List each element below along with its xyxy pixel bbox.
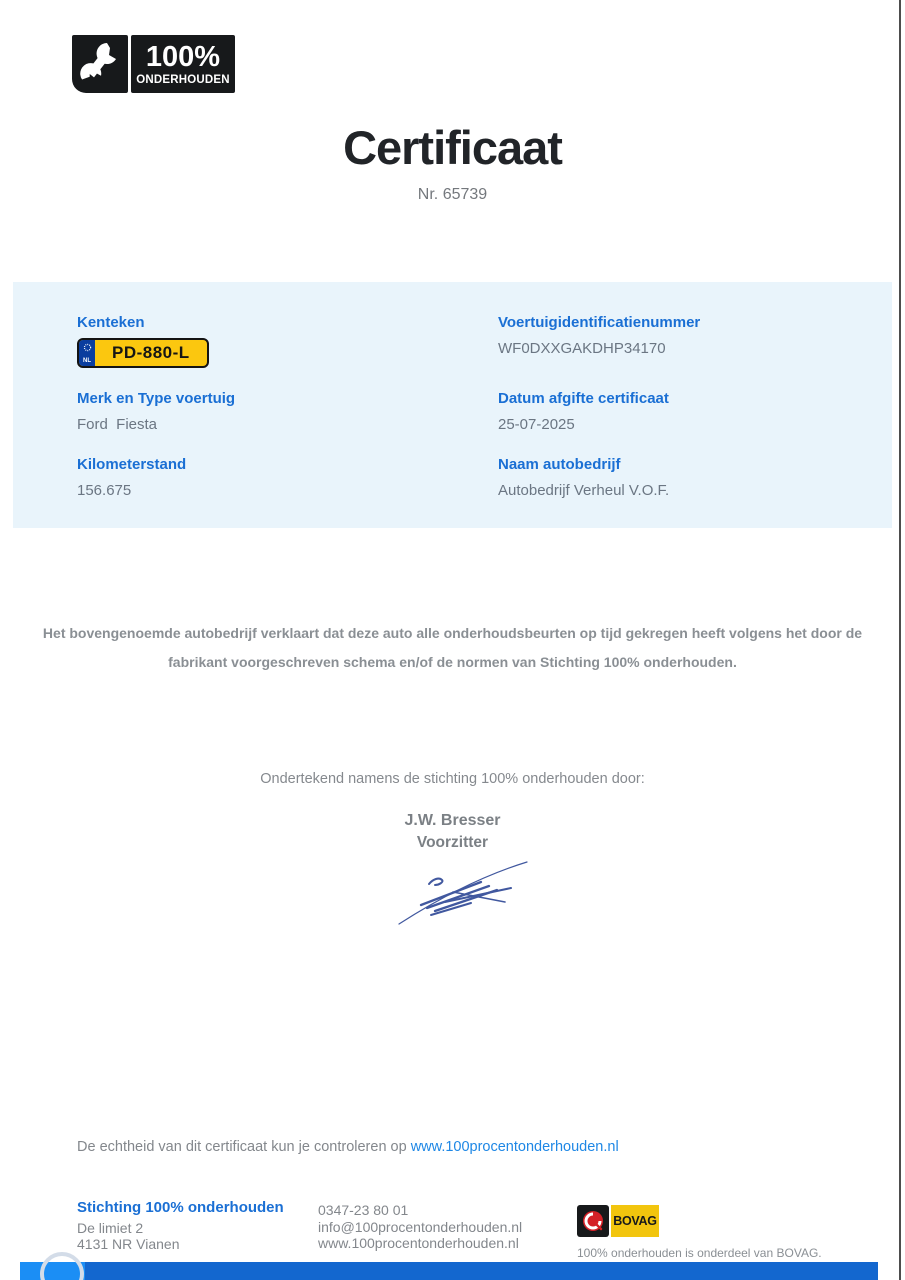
field-vin <box>498 314 700 357</box>
logo-name-text: ONDERHOUDEN <box>136 73 230 86</box>
onderhouden-logo <box>72 35 235 93</box>
footer-address-line1: De limiet 2 <box>77 1219 144 1236</box>
vehicle-info-panel <box>13 282 892 528</box>
signatory-name: J.W. Bresser <box>404 812 501 829</box>
naam-autobedrijf-label: Naam autobedrijf <box>498 456 621 473</box>
field-naam-autobedrijf <box>498 456 669 499</box>
plate-eu-strip <box>79 340 95 366</box>
footer-contact <box>318 1202 522 1252</box>
kenteken-label: Kenteken <box>77 314 145 331</box>
plate-number: PD-880-L <box>112 343 190 362</box>
bottom-bar-dark-segment <box>85 1262 878 1280</box>
signatory-role: Voorzitter <box>416 834 489 851</box>
merk-type-value: Ford Fiesta <box>77 416 158 433</box>
footer-organisation <box>77 1200 284 1253</box>
logo-text-block <box>131 35 235 93</box>
logo-percent-text: 100% <box>145 40 221 73</box>
verification-link[interactable]: www.100procentonderhouden.nl <box>410 1139 619 1155</box>
certificate-number: Nr. 65739 <box>417 186 488 203</box>
verification-text: De echtheid van dit certificaat kun je controleren op <box>77 1139 411 1155</box>
footer-phone: 0347-23 80 01 <box>318 1202 409 1218</box>
chat-widget-ring-icon[interactable] <box>40 1252 84 1280</box>
datum-afgifte-value: 25-07-2025 <box>498 416 575 433</box>
field-merk-type <box>77 390 235 433</box>
bovag-wheel-icon <box>577 1205 609 1237</box>
plate-country-code: NL <box>83 358 91 364</box>
signature-image <box>393 858 533 935</box>
field-datum-afgifte <box>498 390 669 433</box>
footer-org-name: Stichting 100% onderhouden <box>77 1199 284 1216</box>
wrench-icon <box>72 35 128 93</box>
bovag-wordmark: BOVAG <box>611 1205 659 1237</box>
license-plate <box>77 338 209 368</box>
eu-stars-icon <box>83 343 92 352</box>
kilometerstand-label: Kilometerstand <box>77 456 187 473</box>
bovag-logo <box>577 1205 822 1237</box>
declaration-text: Het bovengenoemde autobedrijf verklaart dat deze auto alle onderhoudsbeurten op tijd gekregen heeft volgens het door de fabrikant voorgeschreven schema en/of de normen van Stichting 100% onderhouden. <box>42 625 863 670</box>
verification-line <box>77 1139 619 1155</box>
field-kenteken <box>77 314 209 368</box>
bovag-block <box>577 1205 822 1260</box>
page-title: Certificaat <box>343 121 562 174</box>
footer-address-line2: 4131 NR Vianen <box>77 1236 180 1252</box>
bovag-caption: 100% onderhouden is onderdeel van BOVAG. <box>577 1246 822 1260</box>
footer-email: info@100procentonderhouden.nl <box>318 1218 523 1235</box>
merk-type-label: Merk en Type voertuig <box>77 390 236 407</box>
naam-autobedrijf-value: Autobedrijf Verheul V.O.F. <box>498 482 670 499</box>
footer-website: www.100procentonderhouden.nl <box>318 1235 519 1251</box>
datum-afgifte-label: Datum afgifte certificaat <box>498 390 669 407</box>
signatory-intro: Ondertekend namens de stichting 100% onderhouden door: <box>260 771 645 787</box>
field-kilometerstand <box>77 456 186 499</box>
vin-value: WF0DXXGAKDHP34170 <box>498 340 666 357</box>
vin-label: Voertuigidentificatienummer <box>498 314 701 331</box>
kilometerstand-value: 156.675 <box>77 482 132 499</box>
